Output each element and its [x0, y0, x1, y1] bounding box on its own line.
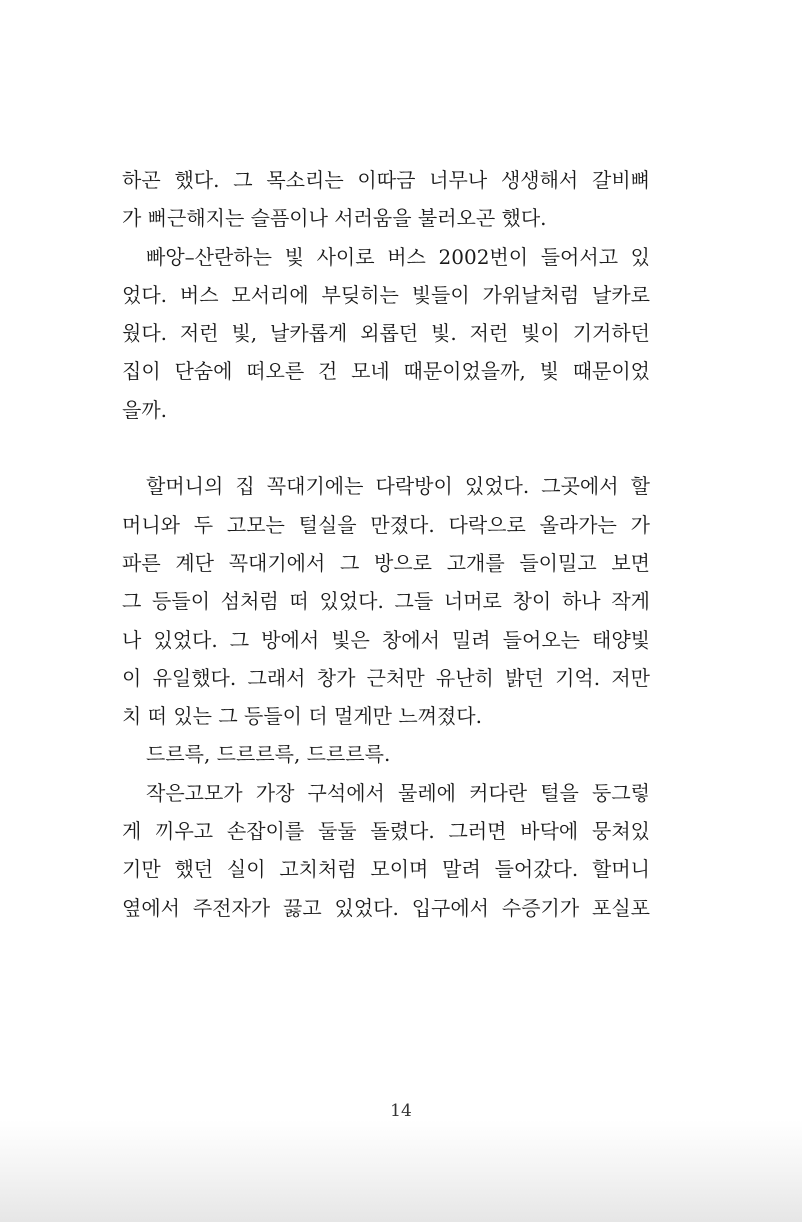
text-line: 나 있었다. 그 방에서 빛은 창에서 밀려 들어오는 태양빛	[122, 627, 650, 652]
text-line: 게 끼우고 손잡이를 둘둘 돌렸다. 그러면 바닥에 뭉쳐있	[122, 819, 650, 844]
text-line: 옆에서 주전자가 끓고 있었다. 입구에서 수증기가 포실포	[122, 895, 650, 920]
text-line: 머니와 두 고모는 털실을 만졌다. 다락으로 올라가는 가	[122, 512, 650, 537]
text-line: 기만 했던 실이 고치처럼 모이며 말려 들어갔다. 할머니	[122, 857, 650, 882]
body-text	[122, 161, 650, 927]
text-line: 하곤 했다. 그 목소리는 이따금 너무나 생생해서 갈비뼈	[122, 168, 650, 192]
text-line: 을까.	[122, 397, 167, 422]
text-line: 가 뻐근해지는 슬픔이나 서러움을 불러오곤 했다.	[122, 206, 547, 231]
text-line: 이 유일했다. 그래서 창가 근처만 유난히 밝던 기억. 저만	[122, 665, 650, 690]
text-line: 웠다. 저런 빛, 날카롭게 외롭던 빛. 저런 빛이 기거하던	[122, 321, 650, 346]
text-line: 드르륵, 드르르륵, 드르르륵.	[146, 742, 391, 767]
text-line: 치 떠 있는 그 등들이 더 멀게만 느껴졌다.	[122, 704, 482, 729]
text-line: 빠앙–산란하는 빛 사이로 버스 2002번이 들어서고 있	[146, 244, 650, 269]
text-line: 그 등들이 섬처럼 떠 있었다. 그들 너머로 창이 하나 작게	[122, 589, 650, 614]
page-number: 14	[390, 1101, 412, 1121]
text-line: 집이 단숨에 떠오른 건 모네 때문이었을까, 빛 때문이었	[122, 359, 650, 384]
section-break	[122, 429, 650, 467]
text-line: 었다. 버스 모서리에 부딪히는 빛들이 가위날처럼 날카로	[122, 282, 650, 307]
text-line: 할머니의 집 꼭대기에는 다락방이 있었다. 그곳에서 할	[146, 474, 650, 499]
text-line: 작은고모가 가장 구석에서 물레에 커다란 털을 둥그렇	[146, 780, 650, 805]
text-line: 파른 계단 꼭대기에서 그 방으로 고개를 들이밀고 보면	[122, 550, 650, 575]
